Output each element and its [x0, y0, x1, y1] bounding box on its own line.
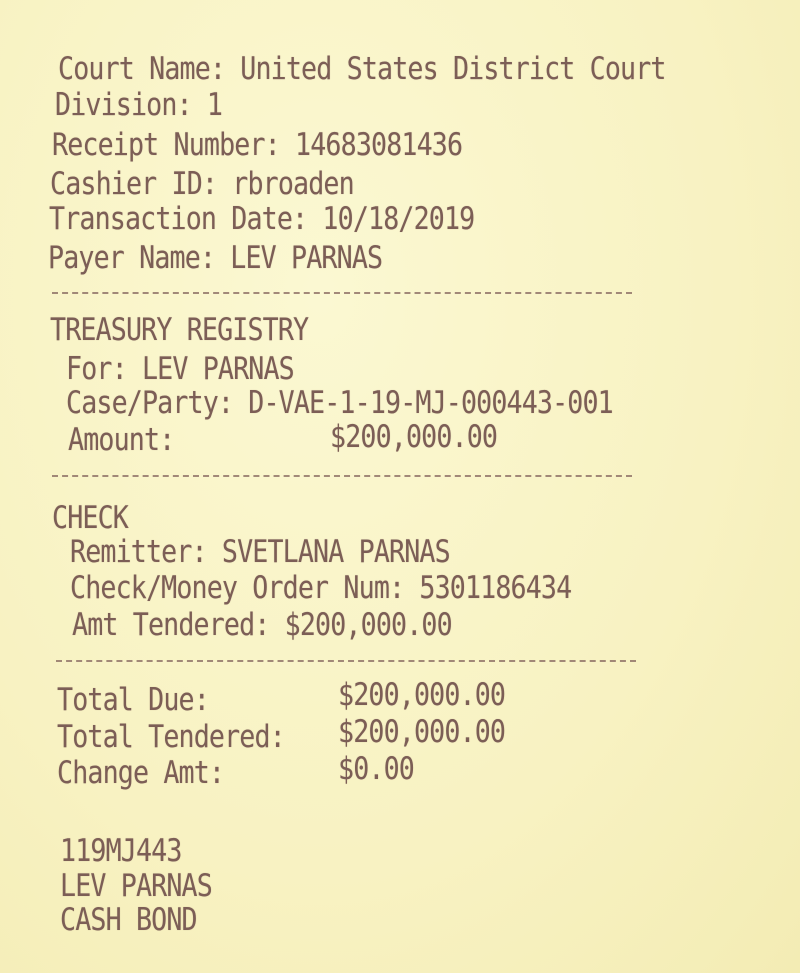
remitter: Remitter: SVETLANA PARNAS [70, 534, 450, 570]
footer-type: CASH BOND [60, 902, 197, 938]
check-heading: CHECK [52, 500, 128, 536]
total-tendered-label: Total Tendered: [57, 719, 285, 755]
amount-value: $200,000.00 [330, 419, 498, 455]
payer-name: Payer Name: LEV PARNAS [48, 240, 383, 276]
change-value: $0.00 [338, 751, 414, 787]
footer-payer: LEV PARNAS [60, 868, 212, 904]
divider-1 [52, 292, 632, 294]
cashier-id: Cashier ID: rbroaden [50, 166, 354, 202]
treasury-heading: TREASURY REGISTRY [50, 312, 309, 348]
division: Division: 1 [55, 87, 223, 123]
court-name: Court Name: United States District Court [58, 51, 666, 87]
footer-case-code: 119MJ443 [60, 833, 182, 869]
divider-2 [52, 475, 632, 477]
amount-tendered: Amt Tendered: $200,000.00 [72, 607, 452, 643]
amount-label: Amount: [68, 422, 175, 458]
receipt-number: Receipt Number: 14683081436 [52, 127, 463, 163]
treasury-for: For: LEV PARNAS [66, 351, 294, 387]
total-tendered-value: $200,000.00 [338, 714, 506, 750]
transaction-date: Transaction Date: 10/18/2019 [49, 201, 475, 237]
divider-3 [56, 660, 636, 662]
total-due-value: $200,000.00 [338, 677, 506, 713]
total-due-label: Total Due: [57, 682, 209, 718]
change-label: Change Amt: [57, 755, 225, 791]
case-party: Case/Party: D-VAE-1-19-MJ-000443-001 [66, 385, 613, 421]
check-number: Check/Money Order Num: 5301186434 [70, 570, 572, 606]
